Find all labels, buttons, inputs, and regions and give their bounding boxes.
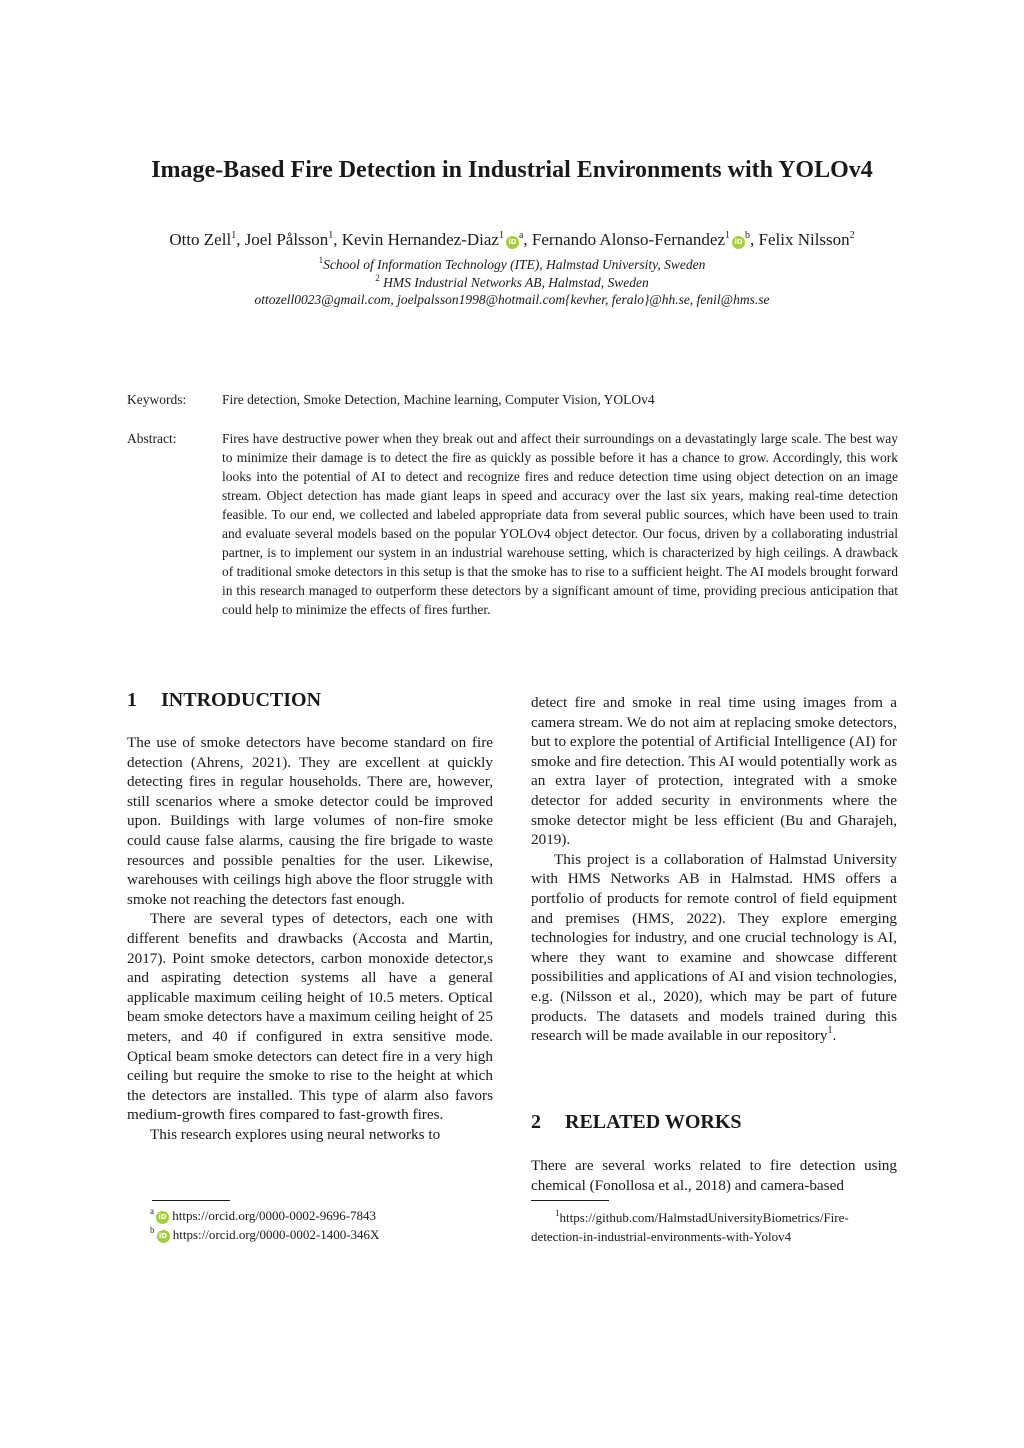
repository-link-line1[interactable]: https://github.com/HalmstadUniversityBiometrics/Fire- xyxy=(559,1210,849,1225)
author-affiliation-mark: 1 xyxy=(231,230,237,241)
keywords-label: Keywords: xyxy=(127,392,187,407)
abstract-text: Fires have destructive power when they break out and affect their surroundings on a devastatingly large scale. The best way to minimize their damage is to detect the fire as quickly as possible before it has a chance to grow. Accordingly, this work looks into the potential of AI to detect and recognize fires and reduce detection time using object detection on an image stream. Object detection has made giant leaps in speed and accuracy over the last six years, making real-time detection feasible. To our end, we collected and labeled appropriate data from several public sources, which have been used to train and evaluate several models based on the popular YOLOv4 object detector. Our focus, driven by a collaborating industrial partner, is to implement our system in an industrial warehouse setting, which is characterized by high ceilings. A drawback of traditional smoke detectors in this setup is that the smoke has to rise to a sufficient height. The AI models brought forward in this research managed to outperform these detectors by a significant amount of time, providing precious anticipation that could help to minimize the effects of fires further. xyxy=(222,431,898,617)
section-number: 1 xyxy=(127,689,137,711)
footnote-divider xyxy=(152,1200,230,1201)
orcid-link[interactable]: https://orcid.org/0000-0002-9696-7843 xyxy=(172,1208,377,1223)
affiliation-number: 2 xyxy=(375,273,380,283)
paragraph-end: . xyxy=(832,1027,837,1045)
author-name: Fernando Alonso-Fernandez xyxy=(531,230,725,249)
author-affiliation-mark: 1 xyxy=(498,230,504,241)
author-affiliation-mark: 1 xyxy=(328,230,334,241)
orcid-footnote-mark: a xyxy=(518,230,524,241)
paragraph: This research explores using neural networks to xyxy=(150,1125,441,1143)
orcid-icon[interactable]: iD xyxy=(506,236,519,249)
orcid-link[interactable]: https://orcid.org/0000-0002-1400-346X xyxy=(172,1227,380,1242)
orcid-footnote xyxy=(150,1225,379,1244)
paragraph: The use of smoke detectors have become standard on fire detection (Ahrens, 2021). They are excellent at quickly detecting fires in regular households. There are, however, still scenarios where a smoke detector could be improved upon. Buildings with large volumes of non-fire smoke could cause false alarms, causing the fire brigade to waste resources and possible penalties for the user. Likewise, warehouses with ceilings high above the floor struggle with smoke not reaching the detectors fast enough. xyxy=(127,734,493,908)
paragraph: There are several types of detectors, each one with different benefits and drawbacks (Accosta and Martin, 2017). Point smoke detectors, carbon monoxide detector,s and aspirating detection systems all have a general applicable maximum ceiling height of 10.5 meters. Optical beam smoke detectors have a maximum ceiling height of 25 meters, and 40 if configured in extra sensitive mode. Optical beam smoke detectors can detect fire in a very high ceiling but require the smoke to rise to the height at which the detectors are installed. This type of alarm also favors medium-growth fires compared to fast-growth fires. xyxy=(127,910,493,1124)
keywords-text: Fire detection, Smoke Detection, Machine learning, Computer Vision, YOLOv4 xyxy=(222,392,655,407)
repository-footnote-continued[interactable]: detection-in-industrial-environments-with-Yolov4 xyxy=(531,1229,792,1244)
footnote-divider xyxy=(531,1200,609,1201)
author-list: Otto Zell$^1$, Joel Pålsson$^1$, Kevin Hernandez-$Diaz^1iD^a$, Fernando Alonso-$Fernandez^1iD^b$, Felix Nilsson$^2$ xyxy=(169,230,855,249)
author-name: Felix Nilsson xyxy=(758,230,850,249)
orcid-footnote-mark: b xyxy=(745,230,750,241)
author-name: Kevin Hernandez-Diaz xyxy=(341,230,499,249)
author-name: Joel Pålsson xyxy=(244,230,329,249)
paragraph: detect fire and smoke in real time using images from a camera stream. We do not aim at replacing smoke detectors, but to explore the potential of Artificial Intelligence (AI) for smoke and fire detection. This AI would potentially work as an extra layer of protection, integrated with a smoke detector for added security in environments where the smoke detector might be less efficient (Bu and Gharajeh, 2019). xyxy=(531,694,897,849)
left-column-text xyxy=(127,733,493,1144)
orcid-icon[interactable]: iD xyxy=(732,236,745,249)
related-works-text xyxy=(531,1156,897,1195)
section-title: RELATED WORKS xyxy=(565,1111,742,1133)
author-emails: ottozell0023@gmail.com, joelpalsson1998@hotmail.com{kevher, feralo}@hh.se, fenil@hms.se xyxy=(254,292,770,307)
footnote-mark: a xyxy=(150,1206,154,1216)
right-column-text xyxy=(531,693,897,1046)
author-affiliation-mark: 2 xyxy=(849,230,855,241)
orcid-footnote xyxy=(150,1206,376,1225)
section-heading-introduction xyxy=(127,686,321,714)
orcid-icon: iD xyxy=(156,1211,169,1224)
affiliation-number: 1 xyxy=(318,255,324,265)
footnote-mark: 1 xyxy=(555,1208,560,1218)
orcid-icon: iD xyxy=(157,1230,170,1243)
affiliation-line xyxy=(0,255,1024,274)
paragraph-text: This project is a collaboration of Halmstad University with HMS Networks AB in Halmstad. HMS offers a portfolio of products for remote control of field equipment and premises (HMS, 2022). They explore emerging technologies for industry, and one crucial technology is AI, where they want to examine and showcase different possibilities and applications of AI and vision technologies, e.g. (Nilsson et al., 2020), which may be part of future products. The datasets and models trained during this research will be made available in our repository xyxy=(531,850,897,1045)
paragraph xyxy=(531,850,897,1046)
paragraph: There are several works related to fire detection using chemical (Fonollosa et al., 2018) and camera-based xyxy=(531,1157,897,1194)
affiliation-text: HMS Industrial Networks AB, Halmstad, Sweden xyxy=(379,275,649,290)
repository-footnote xyxy=(555,1208,849,1227)
affiliation-text: School of Information Technology (ITE), Halmstad University, Sweden xyxy=(323,257,706,272)
section-heading-related-works xyxy=(531,1108,742,1136)
section-number: 2 xyxy=(531,1111,541,1133)
section-title: INTRODUCTION xyxy=(161,689,322,711)
abstract-label: Abstract: xyxy=(127,431,177,446)
author-affiliation-mark: 1 xyxy=(725,230,730,241)
footnote-mark: b xyxy=(150,1225,155,1235)
paper-title: Image-Based Fire Detection in Industrial Environments with YOLOv4 xyxy=(151,157,873,183)
footnote-reference[interactable]: 1 xyxy=(827,1025,833,1037)
author-name: Otto Zell xyxy=(169,230,232,249)
